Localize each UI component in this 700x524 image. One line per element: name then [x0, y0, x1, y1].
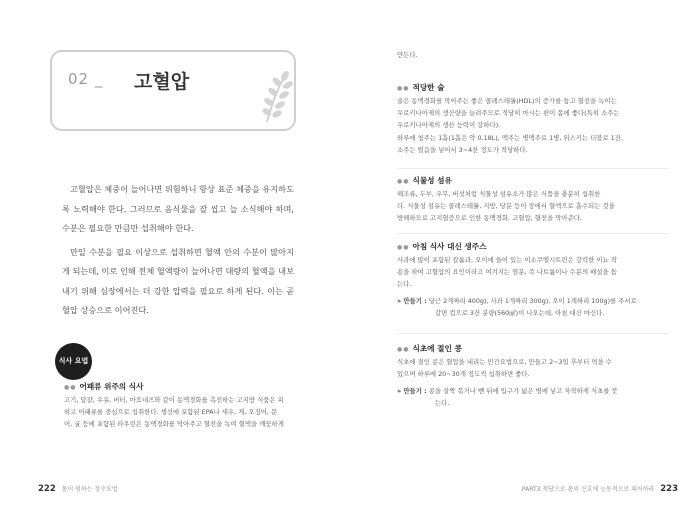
- chapter-title: 고혈압: [134, 71, 190, 93]
- section-text: 술은 동맥경화를 막아주는 좋은 콜레스테롤(HDL)의 증가를 돕고 혈전을 녹이는 우로키나아제의 생산량을 늘려주므로 적당히 마시는 편이 몸에 좋다(특히 소주는 우로키나아제의 생산 능력이 강하다). 하루에 청주는 1홉(1홉은 약 0.18L), 맥주는 병맥주로 1병, 위스키는 더블로 1잔, 소주는 얼음을 넣어서 3~4잔 정도가 적당하다.: [397, 97, 623, 155]
- section-text: 해조류, 두부, 우무, 버섯처럼 식물성 섬유소가 많은 식품을 충분히 섭취한 다. 식물성 섬유는 콜레스테롤, 지방, 당분 등이 장에서 혈액으로 흡수되는 것을 방해하므로 고지혈증으로 인한 동맥경화, 고혈압, 혈전을 막아준다.: [397, 190, 615, 222]
- bullet-dots-icon: ●●: [64, 384, 77, 391]
- running-title: 몸이 원하는 장수요법: [61, 486, 118, 493]
- running-title: PART3 적당으로 몸의 신호에 능동적으로 대처하라: [521, 486, 655, 493]
- right-footer: [522, 484, 678, 494]
- page-number: 222: [38, 484, 56, 494]
- divider: [397, 333, 669, 334]
- bullet-dots-icon: ●●: [397, 244, 410, 251]
- recipe-note: » 만들기 : 당근 2개짜리 400g), 사과 1개짜리 300g), 오이 1개짜리 100g)를 주서로 갈면 컵으로 3잔 분량(560㎖)이 나오는데, 아침 대신 마신다.: [397, 297, 637, 317]
- bullet-dots-icon: ●●: [397, 178, 410, 185]
- paragraph: 만일 수분을 필요 이상으로 섭취하면 혈액 안의 수분이 많아지게 되는데, 이로 인해 전체 혈액량이 늘어나면 대량의 혈액을 내보내기 위해 심장에서는 더 강한 압력을 필요로 하게 된다. 이는 곧 혈압 상승으로 이어진다.: [62, 246, 294, 315]
- section-text: 고기, 달걀, 우유, 버터, 마요네즈와 같이 동맥경화를 촉진하는 고지방 식품은 피 하고 어패류를 중심으로 섭취한다. 생선에 포함된 EPA나 새우, 게, 오징어, 문 어, 굴 등에 포함된 타우린은 동맥경화를 막아주고 혈전을 녹여 혈액을 깨끗하게: [64, 396, 284, 428]
- chapter-number: 02 _: [68, 70, 104, 88]
- leaf-sprig-icon: [255, 68, 297, 124]
- left-footer: [38, 484, 118, 494]
- note-label: » 만들기 :: [397, 297, 427, 305]
- page-number: 223: [660, 484, 678, 494]
- right-page: [350, 0, 700, 524]
- recipe-note: » 만들기 : 콩을 살짝 볶거나 뺀 뒤에 입구가 넓은 병에 넣고 자작하게 식초를 붓 는다.: [397, 387, 618, 407]
- divider: [397, 233, 669, 234]
- note-label: » 만들기 :: [397, 387, 427, 395]
- divider: [397, 168, 669, 169]
- section-heading: ●● 식물성 섬유: [397, 176, 452, 185]
- bullet-dots-icon: ●●: [397, 346, 410, 353]
- continued-text: 만든다.: [397, 51, 418, 59]
- section-heading: ●● 적당한 술: [397, 83, 445, 92]
- section-text: 사과에 많이 포함된 칼륨과, 오이에 들어 있는 이소쿠엘시트린은 강력한 이뇨 작 용을 하여 고혈압의 요인이라고 여겨지는 염분, 즉 나트륨이나 수분의 배설을 돕 는다.: [397, 256, 617, 288]
- diet-therapy-badge: 식사 요법: [55, 343, 92, 380]
- intro-body-text: [62, 180, 294, 321]
- section-heading: ●● 식초에 절인 콩: [397, 344, 462, 353]
- bullet-dots-icon: ●●: [397, 85, 410, 92]
- paragraph: 고혈압은 체중이 늘어나면 위험하니 항상 표준 체중을 유지하도록 노력해야 한다. 그러므로 음식물을 잘 씹고 늘 소식해야 하며, 수분은 필요한 만큼만 섭취해야 한다.: [62, 184, 294, 233]
- section-heading: ●● 어패류 위주의 식사: [64, 382, 144, 391]
- section-heading: ●● 아침 식사 대신 생주스: [397, 242, 487, 251]
- section-text: 식초에 절인 콩은 혈압을 내리는 민간요법으로, 만들고 2~3일 후부터 먹을 수 있으며 하루에 20~30개 정도씩 섭취하면 좋다.: [397, 358, 612, 378]
